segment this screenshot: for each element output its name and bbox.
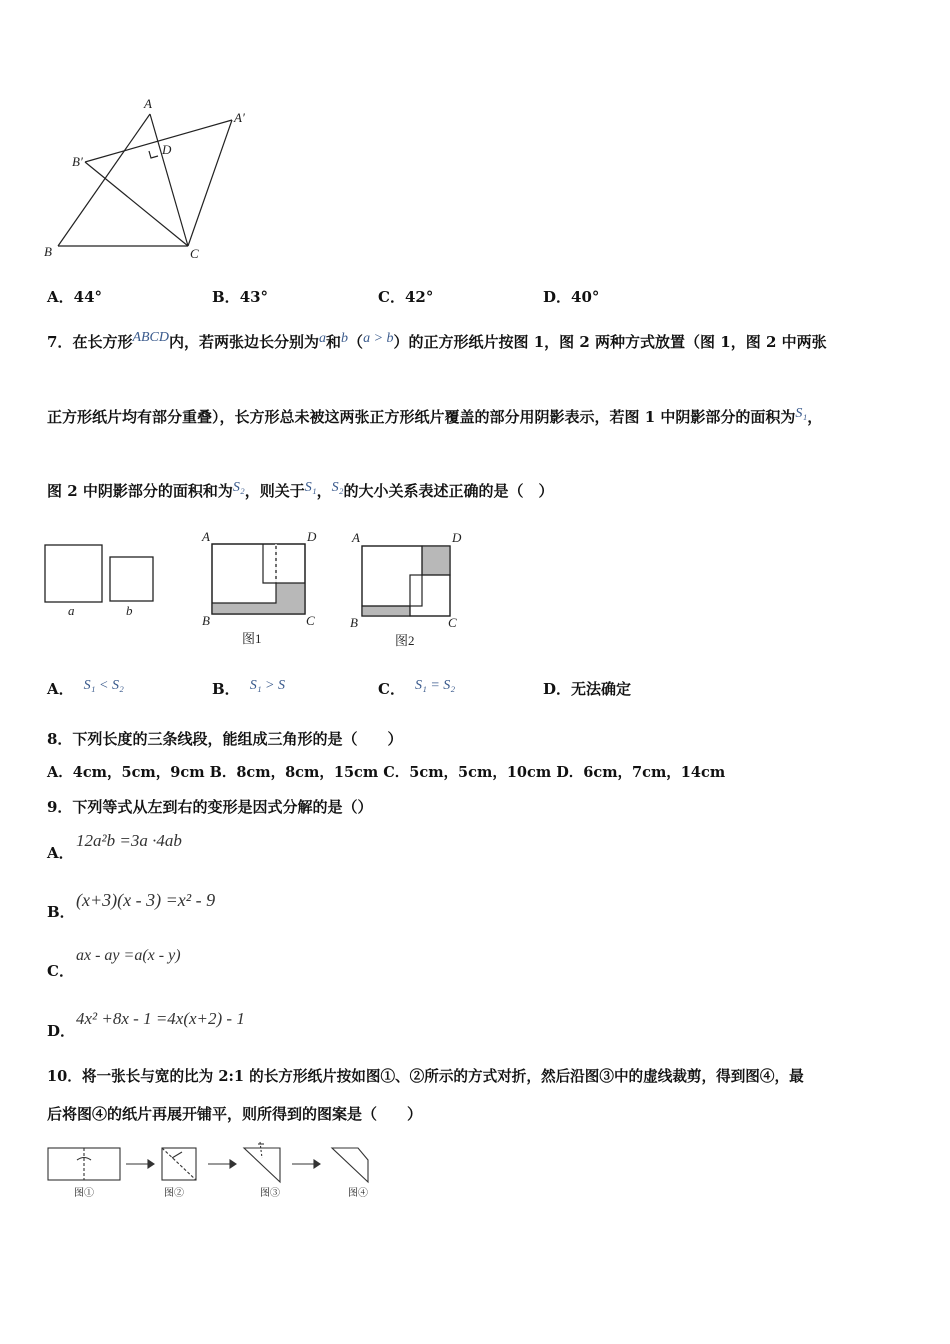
fig1 bbox=[212, 544, 305, 614]
fig2-caption: 图2 bbox=[395, 633, 415, 648]
text: 图 2 中阴影部分的面积和为 bbox=[47, 482, 233, 500]
q7-number: 7． bbox=[47, 333, 73, 351]
q10-cap-4: 图④ bbox=[348, 1188, 368, 1199]
math-abcd: ABCD bbox=[132, 330, 170, 345]
option-text: 40° bbox=[571, 288, 600, 306]
q6-option-c[interactable] bbox=[378, 287, 433, 307]
text: 和 bbox=[326, 333, 342, 351]
text: ，则关于 bbox=[244, 482, 305, 500]
math-s1: S₁ bbox=[304, 480, 317, 495]
q6-option-b[interactable] bbox=[212, 287, 268, 307]
option-letter: D． bbox=[47, 1022, 76, 1040]
q9-option-b-math: (x+3)(x - 3) =x² - 9 bbox=[76, 890, 216, 910]
text: ）的正方形纸片按图 1，图 2 两种方式放置（图 1，图 2 中两张 bbox=[393, 333, 827, 351]
q7-option-d[interactable] bbox=[543, 679, 631, 699]
math-s2: S₂ bbox=[331, 480, 344, 495]
option-math: S₁ = S₂ bbox=[414, 678, 456, 693]
label-c: C bbox=[190, 246, 199, 261]
option-letter: B． bbox=[212, 288, 240, 306]
label-a-prime: A′ bbox=[234, 110, 245, 125]
fig2 bbox=[362, 546, 450, 616]
q6-option-a[interactable] bbox=[47, 287, 102, 307]
math-a: a bbox=[319, 331, 327, 346]
text: 正方形纸片均有部分重叠），长方形总未被这两张正方形纸片覆盖的部分用阴影表示，若图 1 中阴影部分的面积为 bbox=[47, 408, 796, 426]
q7-figure bbox=[40, 525, 480, 653]
q7-line-2 bbox=[47, 407, 822, 429]
text: 内，若两张边长分别为 bbox=[169, 333, 320, 351]
fig2-label-d: D bbox=[452, 530, 462, 545]
math-s2: S₂ bbox=[232, 480, 245, 495]
q7-line-1 bbox=[47, 332, 827, 354]
q10-cap-1: 图① bbox=[74, 1188, 94, 1199]
square-b bbox=[110, 557, 153, 601]
q9-option-c[interactable] bbox=[47, 961, 74, 981]
q6-option-d[interactable] bbox=[543, 287, 599, 307]
q10-line-2: 后将图④的纸片再展开铺平，则所得到的图案是（ ） bbox=[47, 1105, 423, 1123]
option-math: S₁ < S₂ bbox=[83, 678, 124, 693]
q7-line-3 bbox=[47, 481, 554, 503]
fig1-label-a: A bbox=[202, 529, 210, 544]
option-math: S₁ > S bbox=[249, 678, 286, 693]
fig2-label-c: C bbox=[448, 615, 457, 630]
math-b: b bbox=[341, 331, 349, 346]
q9-option-d-math: 4x² +8x - 1 =4x(x+2) - 1 bbox=[76, 1009, 245, 1028]
label-d: D bbox=[162, 142, 172, 157]
option-letter: A． bbox=[47, 844, 74, 862]
q9-question: 9．下列等式从左到右的变形是因式分解的是（） bbox=[47, 798, 373, 816]
option-letter: A． bbox=[47, 288, 74, 306]
q8-question: 8．下列长度的三条线段，能组成三角形的是（ ） bbox=[47, 730, 403, 748]
q9-option-d[interactable] bbox=[47, 1021, 75, 1041]
math-s1: S₁ bbox=[795, 406, 808, 421]
option-letter: D． bbox=[543, 288, 572, 306]
label-b: B bbox=[44, 244, 52, 259]
q7-option-b[interactable] bbox=[212, 679, 285, 701]
option-letter: C． bbox=[47, 962, 74, 980]
option-text: 42° bbox=[404, 288, 434, 306]
text: ， bbox=[807, 408, 823, 426]
fig2-label-a: A bbox=[352, 530, 360, 545]
fig1-label-b: B bbox=[202, 613, 210, 628]
q10-figure bbox=[44, 1138, 384, 1202]
q10-cap-3: 图③ bbox=[260, 1188, 280, 1199]
label-sq-a: a bbox=[68, 603, 75, 618]
q7-option-a[interactable] bbox=[47, 679, 124, 701]
option-letter: B． bbox=[47, 903, 75, 921]
q10-line-1: 10．将一张长与宽的比为 2:1 的长方形纸片按如图①、②所示的方式对折，然后沿图③中的虚线裁剪，得到图④，最 bbox=[47, 1068, 804, 1085]
fig1-label-d: D bbox=[307, 529, 317, 544]
label-sq-b: b bbox=[126, 603, 133, 618]
text: （ bbox=[348, 333, 364, 351]
label-b-prime: B′ bbox=[72, 154, 83, 169]
label-a: A bbox=[144, 96, 152, 111]
option-letter: B． bbox=[212, 680, 240, 698]
option-letter: C． bbox=[378, 680, 405, 698]
fig1-label-c: C bbox=[306, 613, 315, 628]
option-text: 44° bbox=[73, 288, 103, 306]
q9-option-a[interactable] bbox=[47, 843, 74, 863]
option-letter: D． bbox=[543, 680, 572, 698]
option-text: 无法确定 bbox=[571, 680, 632, 698]
q9-option-b[interactable] bbox=[47, 902, 75, 922]
square-a bbox=[45, 545, 102, 602]
q10-cap-2: 图② bbox=[164, 1188, 184, 1199]
q9-option-a-math: 12a²b =3a ·4ab bbox=[76, 831, 182, 850]
text: 在长方形 bbox=[72, 333, 133, 351]
option-letter: A． bbox=[47, 680, 74, 698]
text: 的大小关系表述正确的是（ ） bbox=[343, 482, 554, 500]
q8-options[interactable]: A．4cm，5cm，9cm B．8cm，8cm，15cm C．5cm，5cm，10cm D．6cm，7cm，14cm bbox=[47, 764, 726, 781]
math-a-gt-b: a > b bbox=[363, 331, 394, 346]
q6-figure bbox=[40, 92, 270, 272]
fig2-label-b: B bbox=[350, 615, 358, 630]
fig1-caption: 图1 bbox=[242, 631, 262, 646]
text: ， bbox=[316, 482, 332, 500]
option-text: 43° bbox=[239, 288, 269, 306]
option-letter: C． bbox=[378, 288, 405, 306]
q7-option-c[interactable] bbox=[378, 679, 455, 701]
q9-option-c-math: ax - ay =a(x - y) bbox=[76, 947, 181, 964]
